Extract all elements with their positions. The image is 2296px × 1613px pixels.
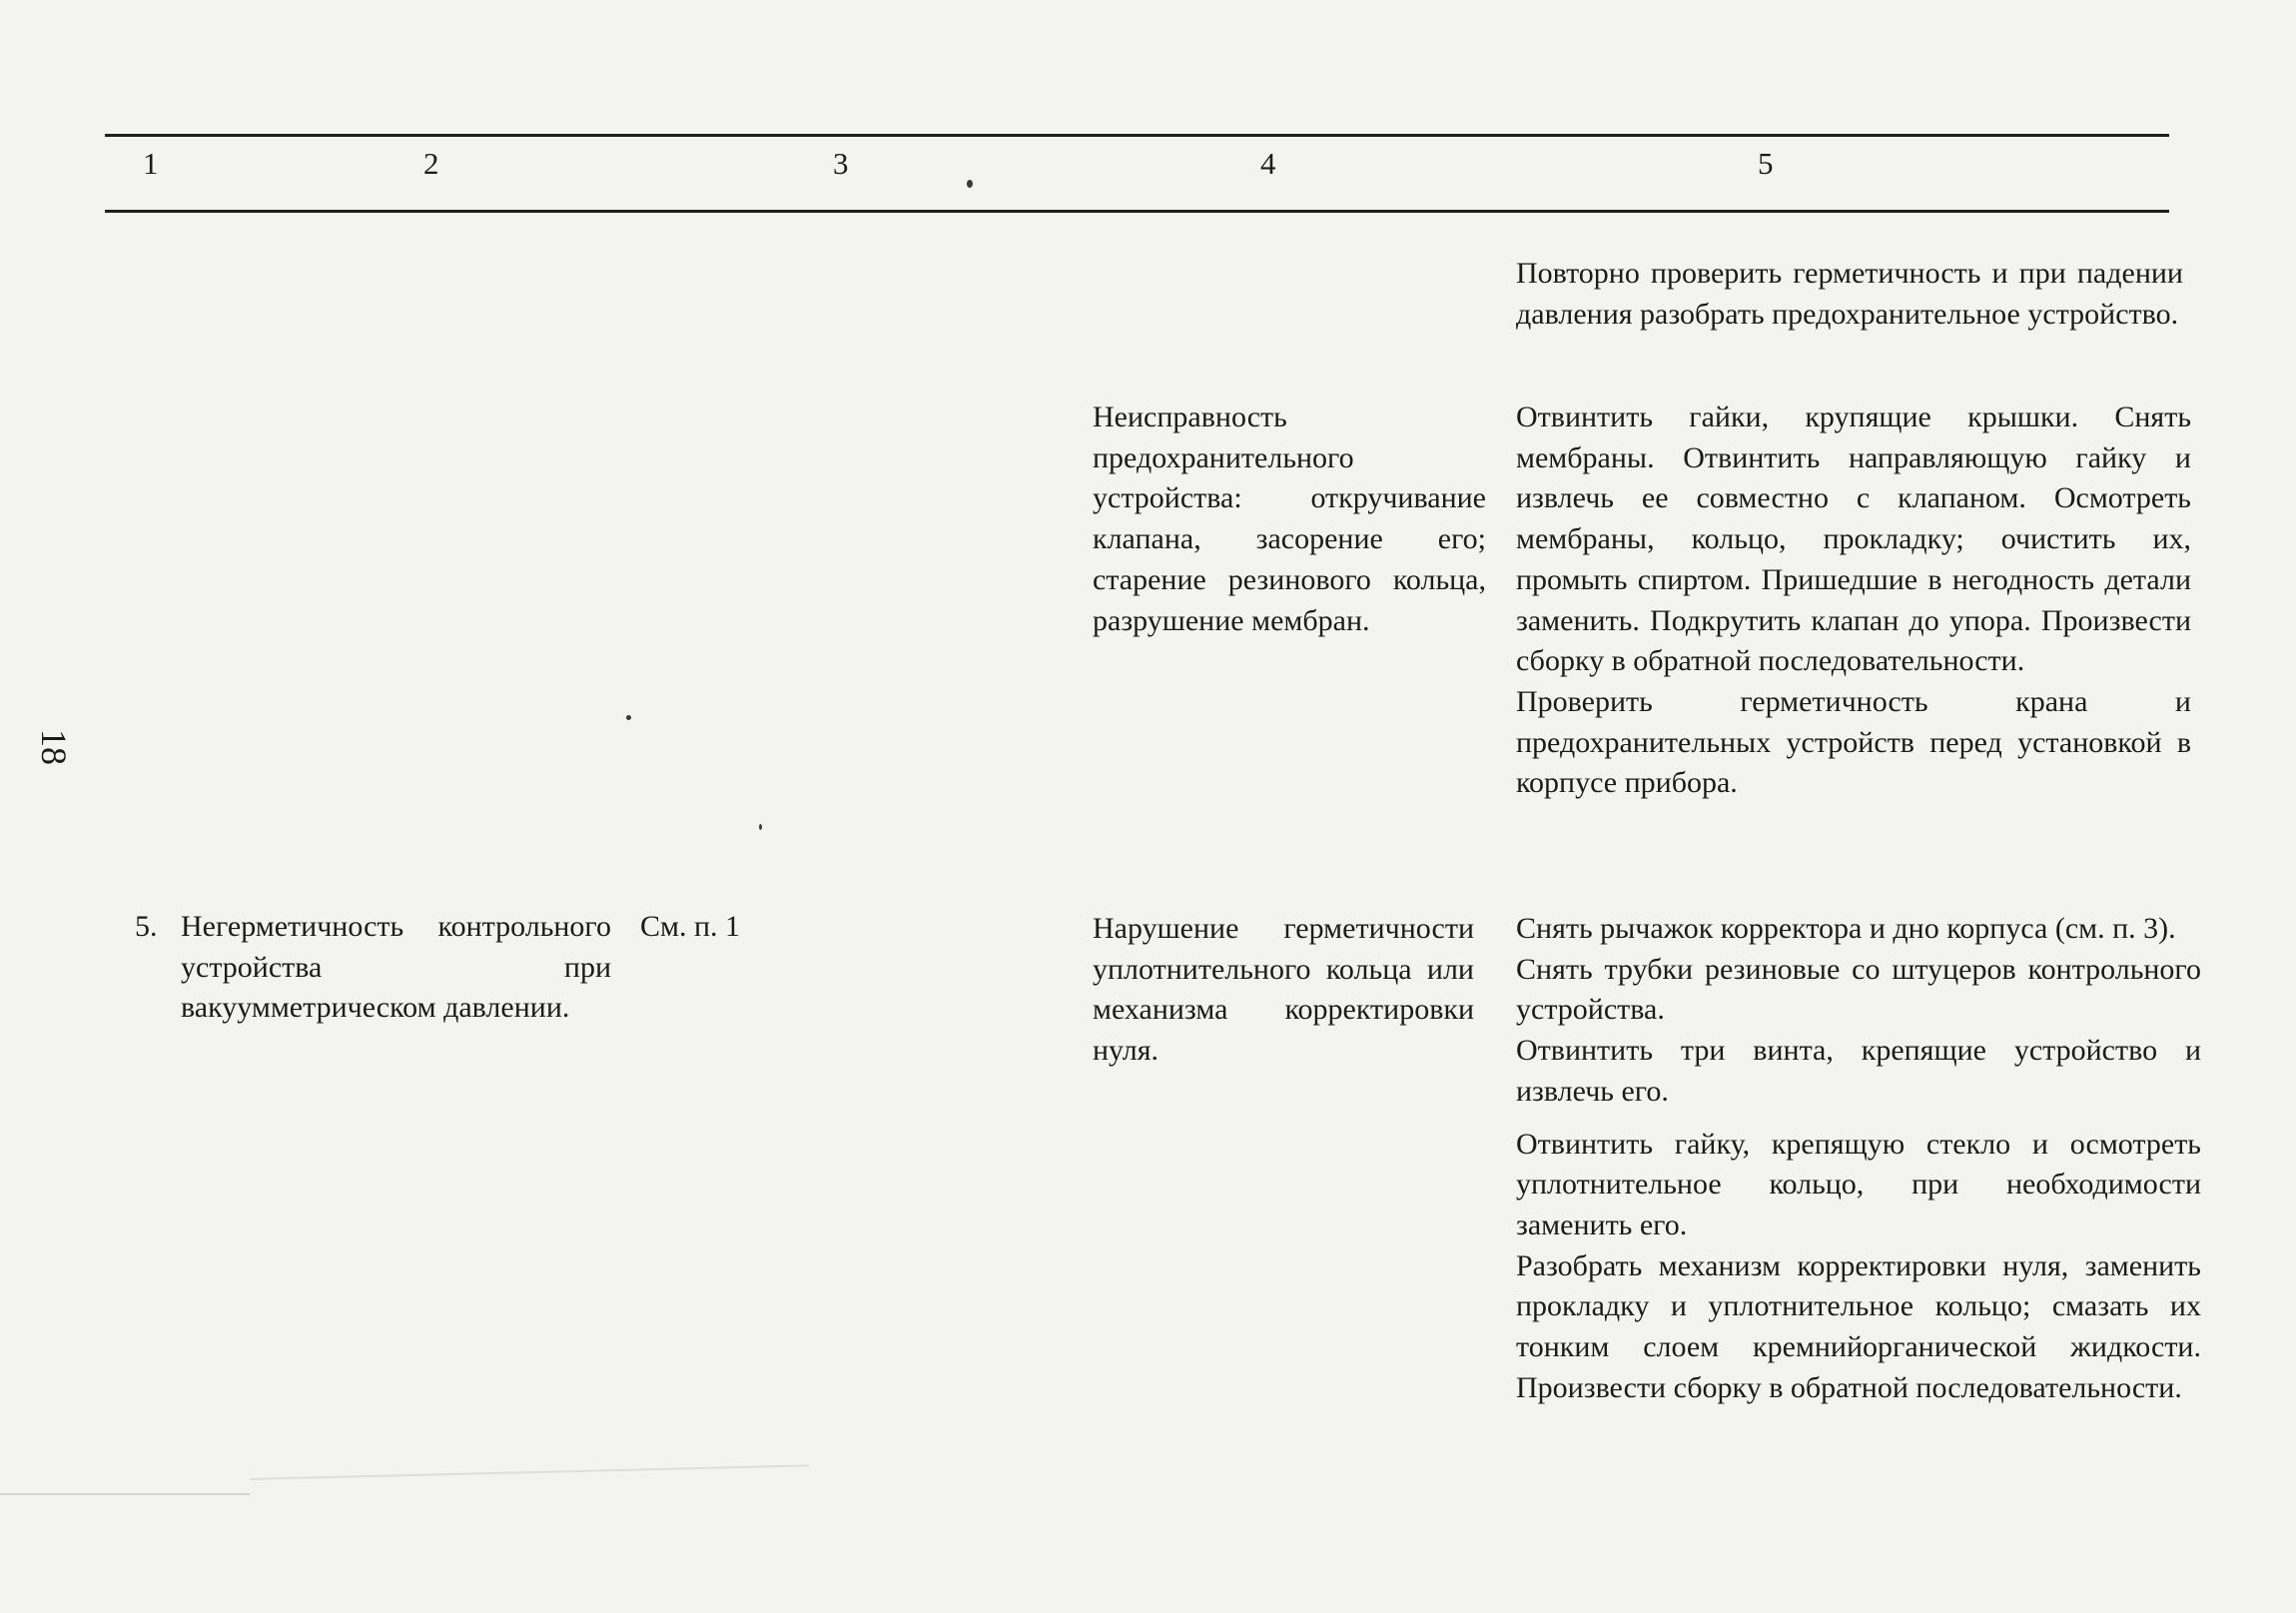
- remedy-paragraph: Отвинтить гайки, крупящие крышки. Снять мембраны. Отвинтить направляющую гайку и извлечь ее совместно с клапаном. Осмотреть мембраны, кольцо, прокладку; очистить их, промыть спиртом. Пришедшие в негодность детали заменить. Подкрутить клапан до упора. Произвести сборку в обратной последовательности.: [1516, 401, 2191, 678]
- remedy-paragraph: Проверить герметичность крана и предохранительных устройств перед установкой в корпусе прибора.: [1516, 684, 2191, 800]
- remedy-paragraph: Отвинтить три винта, крепящие устройство и извлечь его.: [1516, 1034, 2201, 1108]
- fault-paragraph: Негерметичность контрольного устройства при вакуумметрическом давлении.: [181, 910, 611, 1025]
- column-header-5: 5: [1758, 146, 1774, 181]
- table-row-1-remedy: [1516, 254, 2183, 335]
- column-header-3: 3: [833, 146, 849, 181]
- scan-speck: [626, 715, 631, 720]
- remedy-paragraph: Разобрать механизм корректировки нуля, заменить прокладку и уплотнительное кольцо; смазать их тонким слоем кремнийорганической жидкости. Произвести сборку в обратной последовательности.: [1516, 1248, 2201, 1404]
- scan-artifact-line: [250, 1464, 809, 1480]
- scan-speck: [967, 180, 973, 188]
- column-header-2: 2: [423, 146, 439, 181]
- table-row-3-cause: [1093, 909, 1474, 1072]
- cause-paragraph: Нарушение герметичности уплотнительного кольца или механизма корректировки нуля.: [1093, 912, 1474, 1068]
- table-row-3-see-reference: См. п. 1: [640, 910, 741, 943]
- column-header-1: 1: [143, 146, 159, 181]
- table-row-3-number: 5.: [135, 910, 158, 943]
- table-row-3-fault: [181, 907, 611, 1029]
- table-header-bottom-rule: [105, 210, 2169, 213]
- table-row-3-remedy: [1516, 909, 2201, 1408]
- remedy-paragraph: Повторно проверить герметичность и при падении давления разобрать предохранительное устройство.: [1516, 257, 2183, 331]
- page-number: 18: [34, 729, 74, 765]
- table-row-2-cause: [1093, 398, 1486, 641]
- scan-speck: [759, 824, 762, 830]
- table-row-2-remedy: [1516, 398, 2191, 804]
- scan-artifact-line: [0, 1493, 250, 1495]
- cause-paragraph: Неисправность предохранительного устройства: откручивание клапана, засорение его; старение резинового кольца, разрушение мембран.: [1093, 401, 1486, 637]
- remedy-paragraph: Отвинтить гайку, крепящую стекло и осмотреть уплотнительное кольцо, при необходимости заменить его.: [1516, 1127, 2201, 1241]
- remedy-paragraph: Снять трубки резиновые со штуцеров контрольного устройства.: [1516, 952, 2201, 1027]
- paragraph-gap: [1516, 1113, 2201, 1125]
- remedy-paragraph: Снять рычажок корректора и дно корпуса (см. п. 3).: [1516, 912, 2176, 945]
- column-header-4: 4: [1260, 146, 1276, 181]
- table-header-top-rule: [105, 134, 2169, 137]
